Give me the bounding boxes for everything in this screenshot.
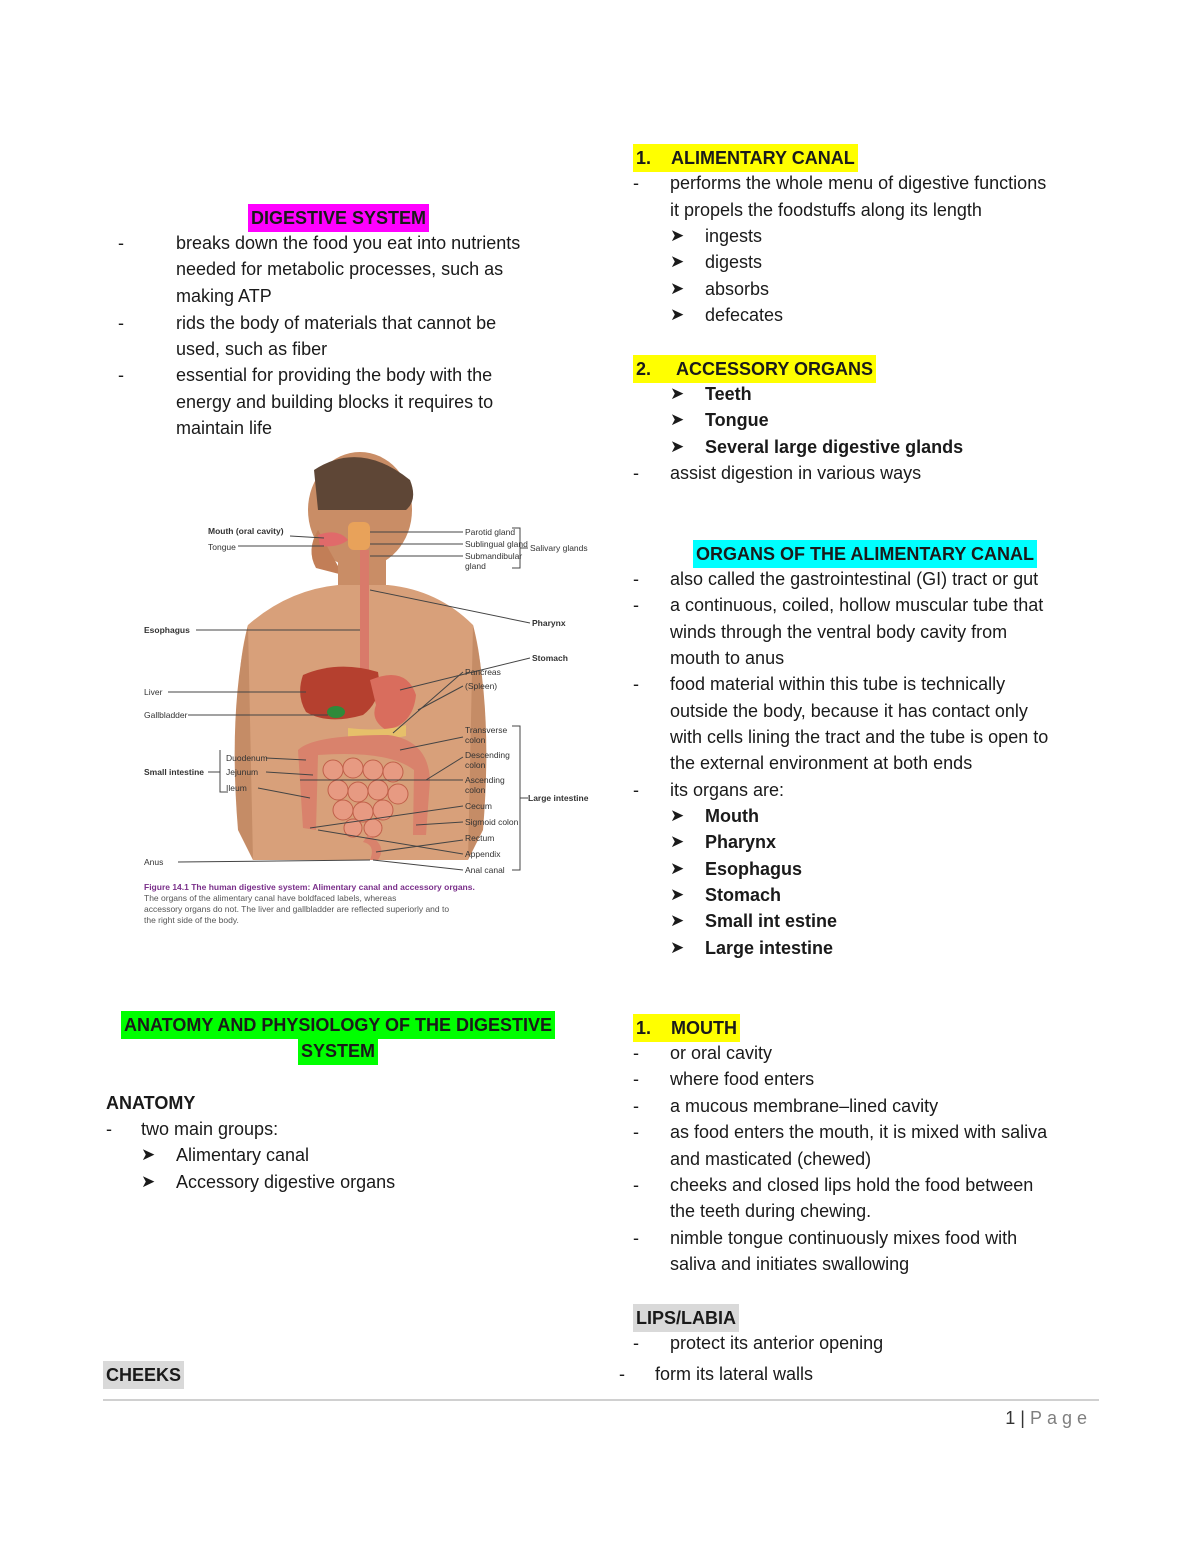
dash-bullet: - bbox=[633, 674, 639, 694]
anatomy-physiology-heading-line-2: SYSTEM bbox=[298, 1037, 378, 1065]
label-ascending-colon: colon bbox=[465, 785, 486, 795]
label-small-intestine: Small intestine bbox=[144, 767, 204, 777]
mouth-heading bbox=[633, 1014, 740, 1042]
arrow-bullet-icon: ➤ bbox=[670, 305, 685, 324]
page-word: Page bbox=[1029, 1408, 1092, 1428]
label-transverse: Transverse bbox=[465, 725, 508, 735]
label-transverse-colon: colon bbox=[465, 735, 486, 745]
dash-bullet: - bbox=[118, 233, 124, 253]
digestive-point-1-line-3: making ATP bbox=[176, 286, 272, 306]
label-liver: Liver bbox=[144, 687, 163, 697]
arrow-bullet-icon: ➤ bbox=[670, 226, 685, 245]
label-pancreas: Pancreas bbox=[465, 667, 501, 677]
organs-point-4: its organs are: bbox=[670, 780, 785, 800]
arrow-bullet-icon: ➤ bbox=[670, 410, 685, 429]
organ-item: Pharynx bbox=[705, 832, 777, 852]
organ-item: Stomach bbox=[705, 885, 782, 905]
digestive-system-figure bbox=[138, 450, 598, 935]
dash-bullet: - bbox=[633, 1069, 639, 1089]
caption-line-3: the right side of the body. bbox=[144, 915, 239, 925]
label-stomach: Stomach bbox=[532, 653, 568, 663]
arrow-bullet-icon: ➤ bbox=[670, 938, 685, 957]
dash-bullet: - bbox=[633, 1175, 639, 1195]
label-sublingual: Sublingual gland bbox=[465, 539, 528, 549]
label-submandibular: Submandibular bbox=[465, 551, 523, 561]
alimentary-item: absorbs bbox=[705, 279, 770, 299]
arrow-bullet-icon: ➤ bbox=[670, 885, 685, 904]
cheeks-point: form its lateral walls bbox=[655, 1364, 814, 1384]
label-anus: Anus bbox=[144, 857, 164, 867]
anatomy-subheading: ANATOMY bbox=[106, 1093, 196, 1113]
anatomy-physiology-heading-line-1: ANATOMY AND PHYSIOLOGY OF THE DIGESTIVE bbox=[121, 1011, 555, 1039]
page-number-footer bbox=[1005, 1405, 1092, 1431]
dash-bullet: - bbox=[633, 1096, 639, 1116]
organ-item: Large intestine bbox=[705, 938, 834, 958]
label-salivary-glands: Salivary glands bbox=[530, 543, 588, 553]
label-sigmoid: Sigmoid colon bbox=[465, 817, 519, 827]
label-duodenum: Duodenum bbox=[226, 753, 268, 763]
label-ascending: Ascending bbox=[465, 775, 505, 785]
arrow-bullet-icon: ➤ bbox=[670, 832, 685, 851]
digestive-system-heading: DIGESTIVE SYSTEM bbox=[248, 204, 429, 232]
cheeks-heading: CHEEKS bbox=[103, 1361, 184, 1389]
alimentary-item: defecates bbox=[705, 305, 784, 325]
page-separator: | bbox=[1020, 1408, 1025, 1428]
accessory-organs-heading bbox=[633, 355, 876, 383]
label-descending: Descending bbox=[465, 750, 510, 760]
caption-title: Figure 14.1 The human digestive system: Alimentary canal and accessory organs. bbox=[144, 882, 475, 892]
mouth-point-3: a mucous membrane–lined cavity bbox=[670, 1096, 939, 1116]
digestive-point-3-line-2: energy and building blocks it requires to bbox=[176, 392, 494, 412]
arrow-bullet-icon: ➤ bbox=[670, 384, 685, 403]
digestive-point-2-line-1: rids the body of materials that cannot be bbox=[176, 313, 497, 333]
label-submandibular-gland: gland bbox=[465, 561, 486, 571]
dash-bullet: - bbox=[619, 1364, 625, 1384]
organs-point-3-line-1: food material within this tube is technically bbox=[670, 674, 1006, 694]
organs-point-3-line-4: the external environment at both ends bbox=[670, 753, 973, 773]
mouth-point-2: where food enters bbox=[670, 1069, 815, 1089]
digestive-point-3-line-1: essential for providing the body with the bbox=[176, 365, 493, 385]
mouth-point-5-line-1: cheeks and closed lips hold the food between bbox=[670, 1175, 1034, 1195]
anatomy-group-1: Alimentary canal bbox=[176, 1145, 310, 1165]
heading-number: 1. bbox=[636, 1018, 652, 1038]
dash-bullet: - bbox=[633, 173, 639, 193]
mouth-point-5-line-2: the teeth during chewing. bbox=[670, 1201, 872, 1221]
dash-bullet: - bbox=[633, 1043, 639, 1063]
digestive-point-1-line-2: needed for metabolic processes, such as bbox=[176, 259, 504, 279]
label-esophagus: Esophagus bbox=[144, 625, 190, 635]
page-number: 1 bbox=[1005, 1408, 1016, 1428]
organs-point-2-line-1: a continuous, coiled, hollow muscular tube that bbox=[670, 595, 1044, 615]
label-ileum: Ileum bbox=[226, 783, 247, 793]
dash-bullet: - bbox=[118, 313, 124, 333]
footer-divider bbox=[103, 1399, 1099, 1401]
mouth-point-6-line-1: nimble tongue continuously mixes food with bbox=[670, 1228, 1018, 1248]
alimentary-item: digests bbox=[705, 252, 763, 272]
alimentary-point-2: it propels the foodstuffs along its length bbox=[670, 200, 982, 220]
dash-bullet: - bbox=[633, 595, 639, 615]
label-spleen: (Spleen) bbox=[465, 681, 498, 691]
label-appendix: Appendix bbox=[465, 849, 501, 859]
heading-text: MOUTH bbox=[671, 1018, 738, 1038]
heading-text: ACCESSORY ORGANS bbox=[676, 359, 874, 379]
caption-line-2: accessory organs do not. The liver and gallbladder are reflected superiorly and to bbox=[144, 904, 450, 914]
arrow-bullet-icon: ➤ bbox=[670, 859, 685, 878]
accessory-item: Tongue bbox=[705, 410, 769, 430]
digestive-point-2-line-2: used, such as fiber bbox=[176, 339, 328, 359]
organ-item: Small int estine bbox=[705, 911, 838, 931]
mouth-point-4-line-2: and masticated (chewed) bbox=[670, 1149, 872, 1169]
digestive-point-1-line-1: breaks down the food you eat into nutrients bbox=[176, 233, 521, 253]
label-gallbladder: Gallbladder bbox=[144, 710, 188, 720]
dash-bullet: - bbox=[633, 1122, 639, 1142]
arrow-bullet-icon: ➤ bbox=[670, 279, 685, 298]
organ-item: Esophagus bbox=[705, 859, 803, 879]
organs-point-3-line-2: outside the body, because it has contact only bbox=[670, 701, 1028, 721]
alimentary-item: ingests bbox=[705, 226, 763, 246]
label-anal-canal: Anal canal bbox=[465, 865, 505, 875]
mouth-point-1: or oral cavity bbox=[670, 1043, 773, 1063]
caption-line-1: The organs of the alimentary canal have boldfaced labels, whereas bbox=[144, 893, 397, 903]
arrow-bullet-icon: ➤ bbox=[670, 806, 685, 825]
arrow-bullet-icon: ➤ bbox=[670, 437, 685, 456]
lips-heading: LIPS/LABIA bbox=[633, 1304, 739, 1332]
organs-point-3-line-3: with cells lining the tract and the tube is open to bbox=[670, 727, 1049, 747]
heading-number: 2. bbox=[636, 359, 652, 379]
label-mouth: Mouth (oral cavity) bbox=[208, 526, 284, 536]
anatomy-point: two main groups: bbox=[141, 1119, 279, 1139]
dash-bullet: - bbox=[633, 780, 639, 800]
arrow-bullet-icon: ➤ bbox=[670, 252, 685, 271]
label-cecum: Cecum bbox=[465, 801, 492, 811]
label-rectum: Rectum bbox=[465, 833, 495, 843]
label-large-intestine: Large intestine bbox=[528, 793, 589, 803]
dash-bullet: - bbox=[106, 1119, 112, 1139]
organs-point-2-line-3: mouth to anus bbox=[670, 648, 785, 668]
dash-bullet: - bbox=[633, 463, 639, 483]
arrow-bullet-icon: ➤ bbox=[141, 1145, 156, 1164]
figure-caption bbox=[144, 882, 475, 925]
lips-point: protect its anterior opening bbox=[670, 1333, 884, 1353]
label-jejunum: Jejunum bbox=[226, 767, 259, 777]
mouth-point-6-line-2: saliva and initiates swallowing bbox=[670, 1254, 910, 1274]
arrow-bullet-icon: ➤ bbox=[670, 911, 685, 930]
alimentary-point-1: performs the whole menu of digestive functions bbox=[670, 173, 1047, 193]
dash-bullet: - bbox=[633, 1333, 639, 1353]
label-pharynx: Pharynx bbox=[532, 618, 566, 628]
accessory-item: Teeth bbox=[705, 384, 752, 404]
heading-text: ALIMENTARY CANAL bbox=[671, 148, 855, 168]
heading-number: 1. bbox=[636, 148, 652, 168]
organs-point-2-line-2: winds through the ventral body cavity from bbox=[670, 622, 1008, 642]
arrow-bullet-icon: ➤ bbox=[141, 1172, 156, 1191]
accessory-point: assist digestion in various ways bbox=[670, 463, 922, 483]
organs-point-1: also called the gastrointestinal (GI) tract or gut bbox=[670, 569, 1039, 589]
label-tongue: Tongue bbox=[208, 542, 236, 552]
organ-item: Mouth bbox=[705, 806, 759, 826]
label-descending-colon: colon bbox=[465, 760, 486, 770]
dash-bullet: - bbox=[633, 569, 639, 589]
dash-bullet: - bbox=[118, 365, 124, 385]
alimentary-canal-heading bbox=[633, 144, 858, 172]
digestive-point-3-line-3: maintain life bbox=[176, 418, 273, 438]
label-parotid: Parotid gland bbox=[465, 527, 516, 537]
accessory-item: Several large digestive glands bbox=[705, 437, 964, 457]
mouth-point-4-line-1: as food enters the mouth, it is mixed with saliva bbox=[670, 1122, 1048, 1142]
dash-bullet: - bbox=[633, 1228, 639, 1248]
anatomy-group-2: Accessory digestive organs bbox=[176, 1172, 396, 1192]
organs-alimentary-heading: ORGANS OF THE ALIMENTARY CANAL bbox=[693, 540, 1037, 568]
